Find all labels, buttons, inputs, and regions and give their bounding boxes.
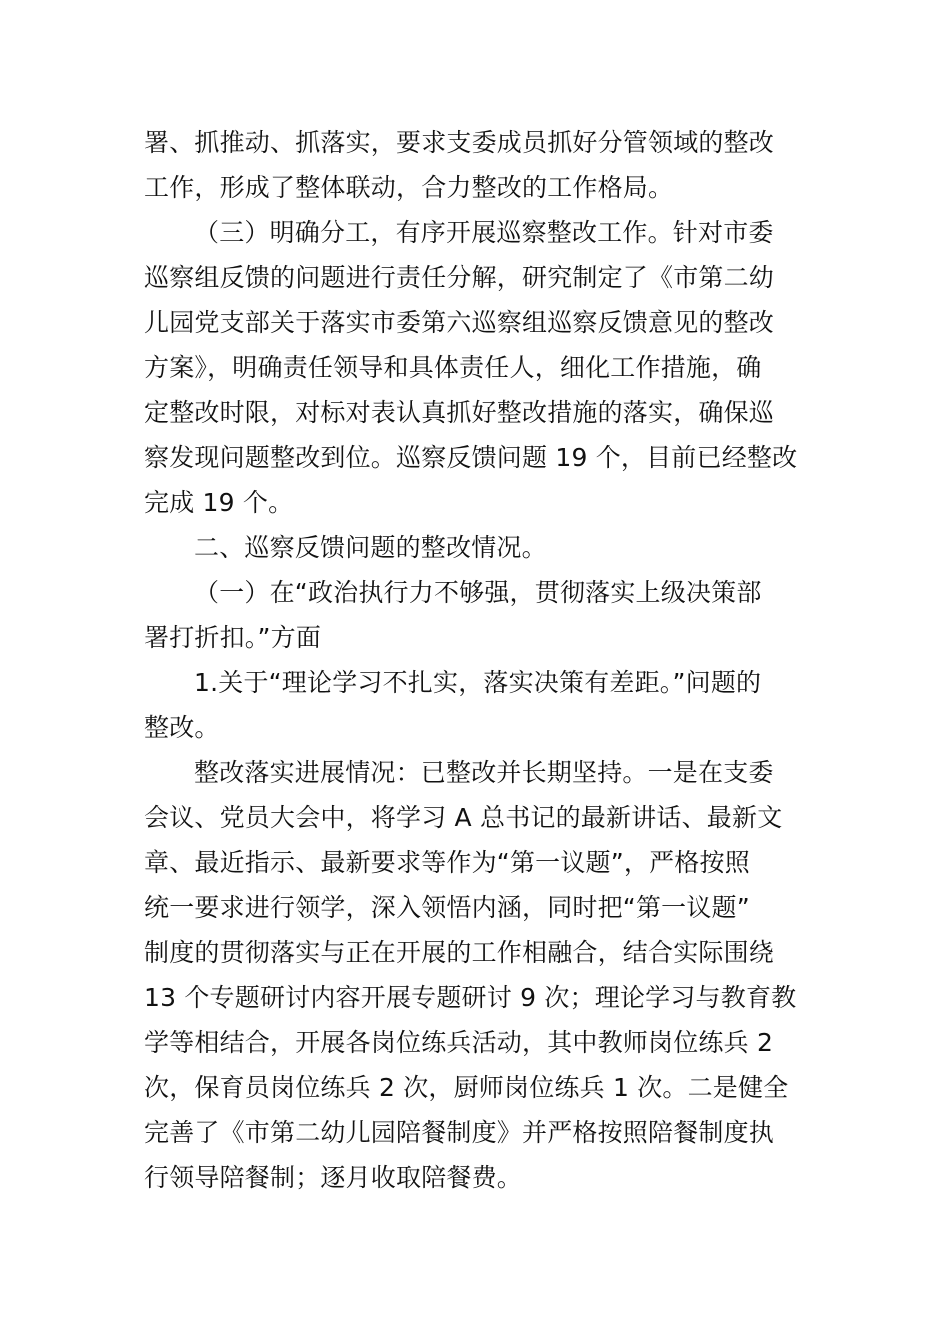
- paragraph-start: 整改落实进展情况：已整改并长期坚持。一是在支委: [194, 758, 774, 787]
- subsection-heading: （一）在“政治执行力不够强，贯彻落实上级决策部: [194, 578, 762, 607]
- text-line: 会议、党员大会中，将学习 A 总书记的最新讲话、最新文: [144, 803, 783, 832]
- section-heading: （三）明确分工，有序开展巡察整改工作。针对市委: [194, 218, 774, 247]
- text-line: 定整改时限，对标对表认真抓好整改措施的落实，确保巡: [144, 398, 775, 427]
- text-line: 整改。: [144, 713, 220, 742]
- text-line: 13 个专题研讨内容开展专题研讨 9 次；理论学习与教育教: [144, 983, 797, 1012]
- text-line: 巡察组反馈的问题进行责任分解，研究制定了《市第二幼: [144, 263, 775, 292]
- text-line: 儿园党支部关于落实市委第六巡察组巡察反馈意见的整改: [144, 308, 775, 337]
- text-line: 次，保育员岗位练兵 2 次，厨师岗位练兵 1 次。二是健全: [144, 1073, 789, 1102]
- text-line: 制度的贯彻落实与正在开展的工作相融合，结合实际围绕: [144, 938, 775, 967]
- text-line: 方案》，明确责任领导和具体责任人，细化工作措施，确: [144, 353, 762, 382]
- text-line: 工作，形成了整体联动，合力整改的工作格局。: [144, 173, 674, 202]
- text-line: 署打折扣。”方面: [144, 623, 322, 652]
- document-body: [144, 120, 812, 1200]
- text-line: 署、抓推动、抓落实，要求支委成员抓好分管领域的整改: [144, 128, 775, 157]
- text-line: 完成 19 个。: [144, 488, 294, 517]
- text-line: 完善了《市第二幼儿园陪餐制度》并严格按照陪餐制度执: [144, 1118, 775, 1147]
- item-heading: 1.关于“理论学习不扎实，落实决策有差距。”问题的: [194, 668, 762, 697]
- text-line: 行领导陪餐制；逐月收取陪餐费。: [144, 1163, 523, 1192]
- text-line: 察发现问题整改到位。巡察反馈问题 19 个，目前已经整改: [144, 443, 798, 472]
- section-heading: 二、巡察反馈问题的整改情况。: [194, 533, 547, 562]
- text-line: 学等相结合，开展各岗位练兵活动，其中教师岗位练兵 2: [144, 1028, 774, 1057]
- text-line: 统一要求进行领学，深入领悟内涵，同时把“第一议题”: [144, 893, 750, 922]
- text-line: 章、最近指示、最新要求等作为“第一议题”，严格按照: [144, 848, 750, 877]
